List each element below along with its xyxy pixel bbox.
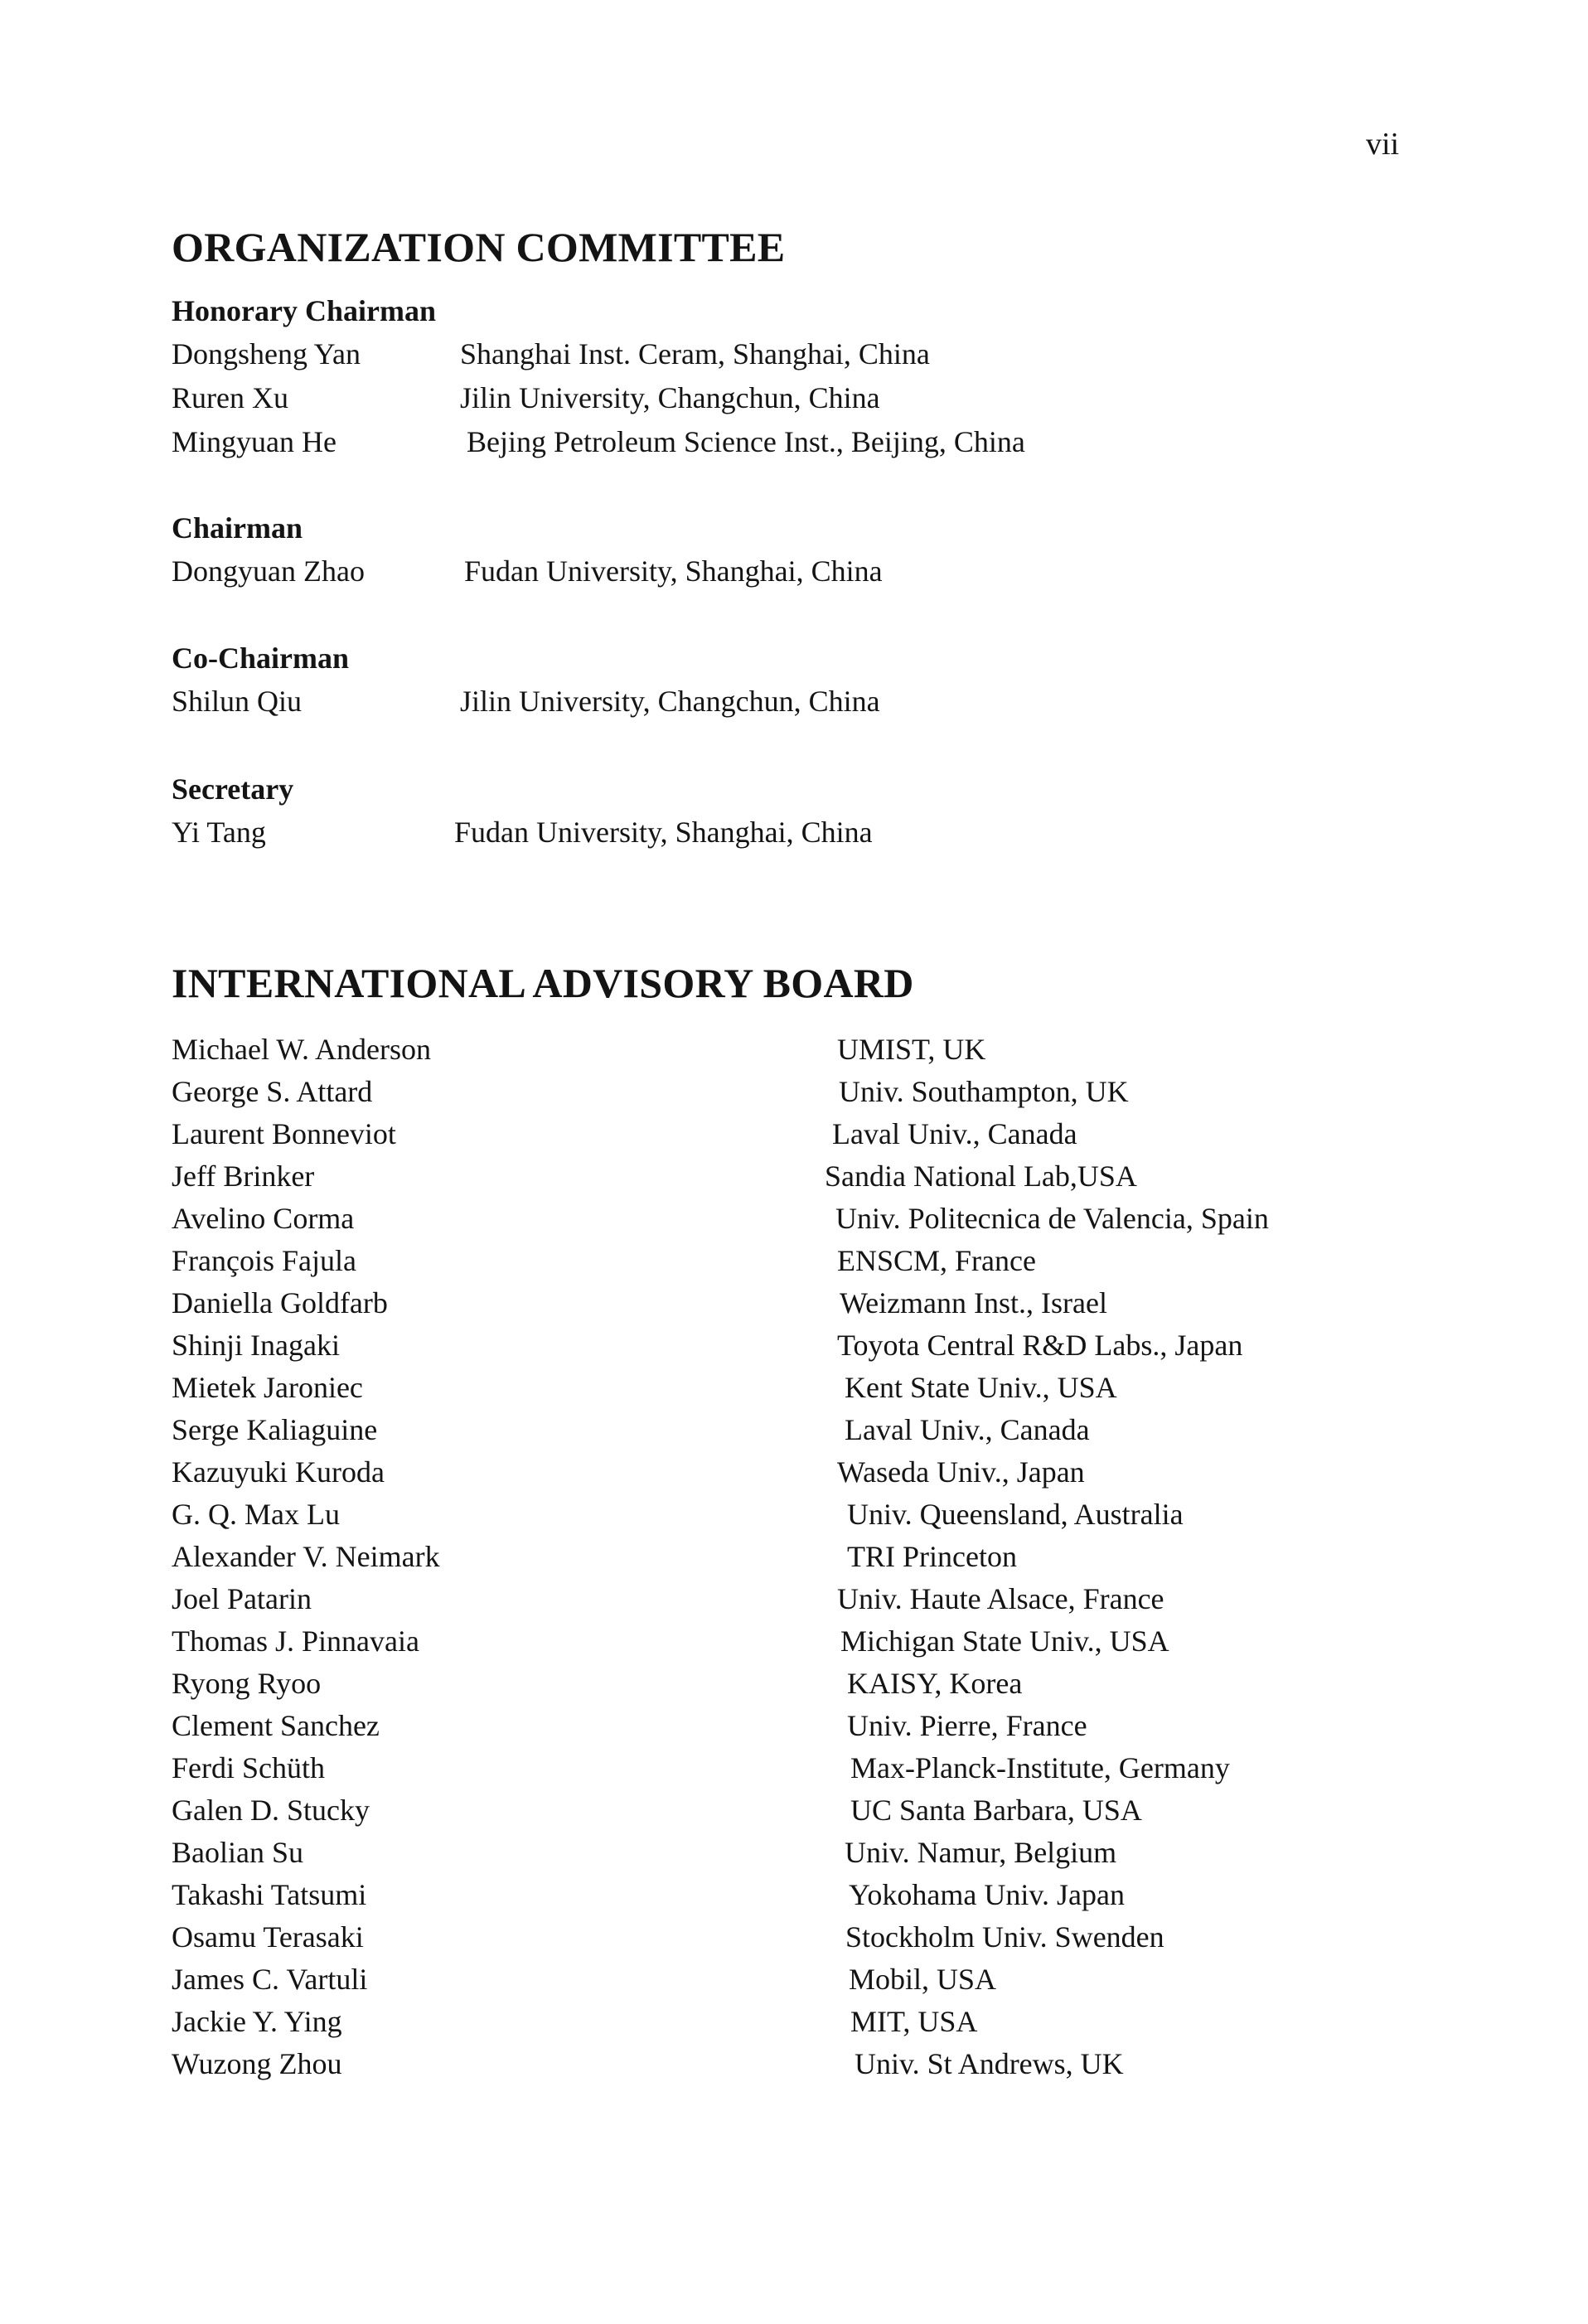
member-name: François Fajula: [172, 1244, 356, 1277]
page-number: vii: [1366, 127, 1400, 162]
member-name: Shilun Qiu: [172, 685, 303, 718]
member-affiliation: Fudan University, Shanghai, China: [454, 816, 873, 849]
board-member-row: [0, 1324, 1588, 1366]
member-affiliation: Laval Univ., Canada: [832, 1117, 1077, 1150]
member-name: George S. Attard: [172, 1075, 373, 1108]
member-name: James C. Vartuli: [172, 1963, 368, 1996]
member-name: Dongyuan Zhao: [172, 554, 365, 588]
member-affiliation: ENSCM, France: [837, 1244, 1036, 1277]
member-name: Ferdi Schüth: [172, 1751, 325, 1784]
member-name: Wuzong Zhou: [172, 2047, 342, 2080]
member-affiliation: Weizmann Inst., Israel: [840, 1286, 1107, 1319]
board-member-row: [0, 1071, 1588, 1112]
secretary-label: Secretary: [172, 772, 294, 806]
advisory-board-heading: INTERNATIONAL ADVISORY BOARD: [172, 960, 914, 1006]
member-name: Jeff Brinker: [172, 1160, 315, 1193]
member-name: Dongsheng Yan: [172, 337, 361, 370]
member-name: Thomas J. Pinnavaia: [172, 1624, 419, 1658]
board-member-row: [0, 2043, 1588, 2084]
board-member-row: [0, 1240, 1588, 1281]
member-name: Clement Sanchez: [172, 1709, 380, 1742]
member-affiliation: Univ. Pierre, France: [847, 1709, 1087, 1742]
co-chairman-label: Co-Chairman: [172, 642, 349, 675]
board-member-row: [0, 1029, 1588, 1070]
board-member-row: [0, 1451, 1588, 1493]
board-member-row: [0, 1282, 1588, 1324]
board-member-row: [0, 1155, 1588, 1197]
organization-committee-heading: ORGANIZATION COMMITTEE: [172, 224, 786, 270]
member-name: G. Q. Max Lu: [172, 1498, 340, 1531]
chairman-label: Chairman: [172, 511, 303, 545]
chairman-row: [0, 550, 1588, 592]
member-affiliation: Yokohama Univ. Japan: [849, 1878, 1125, 1911]
member-affiliation: Waseda Univ., Japan: [837, 1455, 1085, 1489]
member-affiliation: Univ. Politecnica de Valencia, Spain: [835, 1202, 1269, 1235]
board-member-row: [0, 1916, 1588, 1958]
member-name: Ruren Xu: [172, 381, 288, 414]
board-member-row: [0, 1789, 1588, 1831]
board-member-row: [0, 1113, 1588, 1155]
board-member-row: [0, 1663, 1588, 1704]
member-affiliation: UMIST, UK: [837, 1033, 986, 1066]
board-member-row: [0, 1367, 1588, 1408]
member-name: Michael W. Anderson: [172, 1033, 431, 1066]
member-name: Kazuyuki Kuroda: [172, 1455, 385, 1489]
member-affiliation: Univ. Southampton, UK: [839, 1075, 1129, 1108]
secretary-row: [0, 811, 1588, 853]
member-name: Mietek Jaroniec: [172, 1371, 363, 1404]
member-name: Osamu Terasaki: [172, 1920, 364, 1954]
board-member-row: [0, 1494, 1588, 1535]
member-affiliation: Michigan State Univ., USA: [840, 1624, 1169, 1658]
member-affiliation: Stockholm Univ. Swenden: [845, 1920, 1164, 1954]
member-name: Mingyuan He: [172, 425, 336, 458]
honorary-member-row: [0, 333, 1588, 375]
member-affiliation: Shanghai Inst. Ceram, Shanghai, China: [460, 337, 930, 370]
board-member-row: [0, 1705, 1588, 1746]
member-name: Ryong Ryoo: [172, 1667, 322, 1700]
member-affiliation: Jilin University, Changchun, China: [460, 685, 880, 718]
member-name: Jackie Y. Ying: [172, 2005, 342, 2038]
board-member-row: [0, 1536, 1588, 1577]
member-affiliation: Univ. Queensland, Australia: [847, 1498, 1184, 1531]
board-member-row: [0, 1832, 1588, 1873]
member-affiliation: Toyota Central R&D Labs., Japan: [837, 1329, 1243, 1362]
board-member-row: [0, 2001, 1588, 2042]
board-member-row: [0, 1198, 1588, 1239]
member-affiliation: Bejing Petroleum Science Inst., Beijing, China: [467, 425, 1025, 458]
board-member-row: [0, 1958, 1588, 2000]
member-name: Daniella Goldfarb: [172, 1286, 388, 1319]
board-member-row: [0, 1874, 1588, 1915]
co-chairman-row: [0, 680, 1588, 722]
member-affiliation: Univ. Haute Alsace, France: [837, 1582, 1164, 1615]
member-affiliation: Univ. Namur, Belgium: [845, 1836, 1117, 1869]
board-member-row: [0, 1747, 1588, 1789]
member-affiliation: Sandia National Lab,USA: [825, 1160, 1137, 1193]
member-affiliation: Max-Planck-Institute, Germany: [850, 1751, 1230, 1784]
member-name: Shinji Inagaki: [172, 1329, 340, 1362]
member-affiliation: MIT, USA: [850, 2005, 978, 2038]
board-member-row: [0, 1620, 1588, 1662]
member-name: Alexander V. Neimark: [172, 1540, 440, 1573]
member-name: Galen D. Stucky: [172, 1794, 370, 1827]
board-member-row: [0, 1409, 1588, 1450]
member-affiliation: Laval Univ., Canada: [845, 1413, 1090, 1446]
member-name: Joel Patarin: [172, 1582, 312, 1615]
honorary-member-row: [0, 421, 1588, 462]
honorary-member-row: [0, 377, 1588, 419]
member-name: Takashi Tatsumi: [172, 1878, 367, 1911]
member-affiliation: Jilin University, Changchun, China: [460, 381, 880, 414]
member-affiliation: Mobil, USA: [849, 1963, 997, 1996]
honorary-chairman-label: Honorary Chairman: [172, 294, 436, 327]
member-name: Laurent Bonneviot: [172, 1117, 396, 1150]
member-name: Baolian Su: [172, 1836, 303, 1869]
member-affiliation: UC Santa Barbara, USA: [850, 1794, 1142, 1827]
board-member-row: [0, 1578, 1588, 1620]
member-affiliation: TRI Princeton: [847, 1540, 1017, 1573]
member-affiliation: Univ. St Andrews, UK: [855, 2047, 1124, 2080]
member-affiliation: KAISY, Korea: [847, 1667, 1023, 1700]
member-name: Avelino Corma: [172, 1202, 355, 1235]
member-name: Yi Tang: [172, 816, 266, 849]
member-affiliation: Fudan University, Shanghai, China: [464, 554, 883, 588]
member-name: Serge Kaliaguine: [172, 1413, 378, 1446]
member-affiliation: Kent State Univ., USA: [845, 1371, 1117, 1404]
